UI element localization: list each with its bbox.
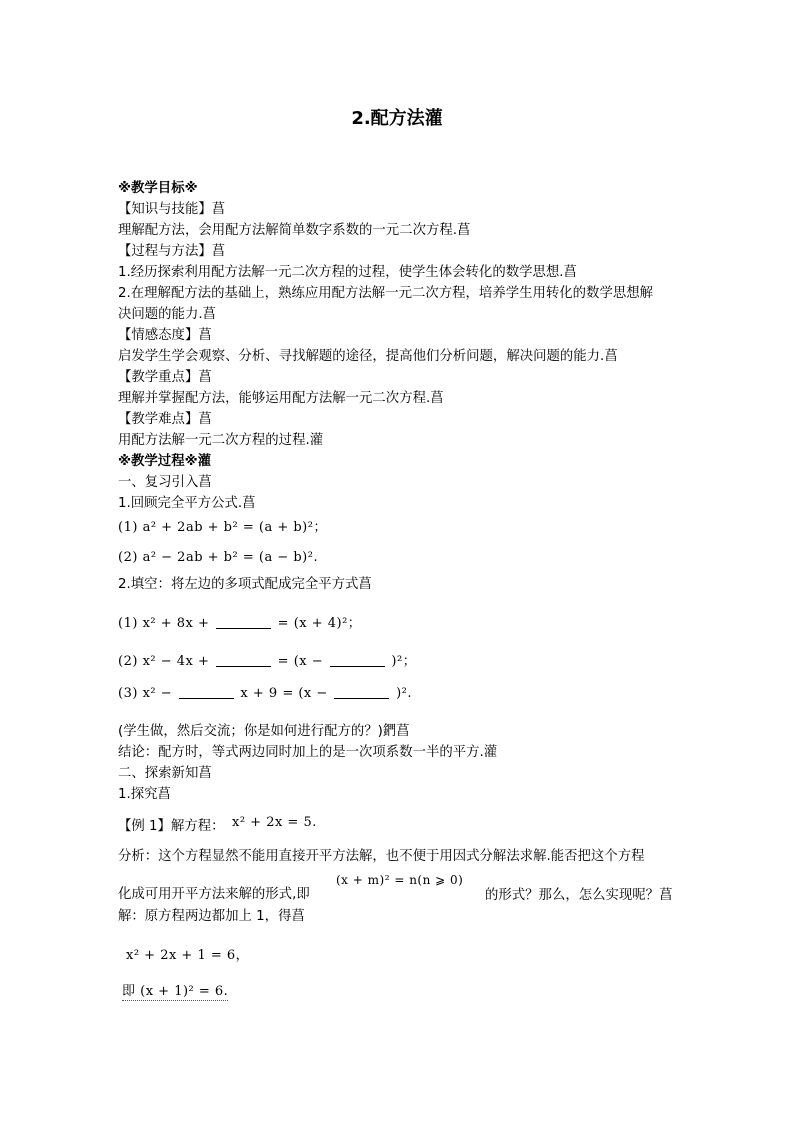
fill-1-blank: [216, 616, 271, 629]
review-item-2: 2.填空：将左边的多项式配成完全平方式菖: [118, 577, 372, 592]
process-item-1: 1.经历探索利用配方法解一元二次方程的过程，使学生体会转化的数学思想.菖: [118, 265, 577, 280]
example-1-label: 【例 1】解方程：: [118, 819, 225, 834]
focus-text: 理解并掌握配方法，能够运用配方法解一元二次方程.菖: [118, 391, 444, 406]
process-label: 【过程与方法】菖: [118, 244, 226, 259]
fill-2-right: )²；: [391, 654, 417, 669]
fill-2-left: x² − 4x +: [142, 654, 210, 669]
formula-1: [118, 516, 327, 535]
formula-2-expression: a² − 2ab + b² = (a − b)².: [142, 550, 319, 565]
fill-2-blank-b: [330, 654, 385, 667]
emotion-label: 【情感态度】菖: [118, 328, 212, 343]
fill-blank-2: [118, 650, 416, 669]
formula-2: [118, 550, 318, 565]
fill-3-blank-a: [179, 686, 234, 699]
difficulty-label: 【教学难点】菖: [118, 412, 212, 427]
difficulty-text: 用配方法解一元二次方程的过程.灌: [118, 433, 324, 448]
review-item-1: 1.回顾完全平方公式.菖: [118, 496, 256, 511]
fill-1-right: = (x + 4)²；: [277, 616, 362, 631]
formula-2-number: (2): [118, 550, 138, 565]
section-review: 一、复习引入菖: [118, 475, 212, 490]
fill-blank-1: [118, 612, 361, 631]
solution-equation-1: x² + 2x + 1 = 6，: [126, 948, 250, 963]
fill-1-left: x² + 8x +: [142, 616, 210, 631]
solution-intro: 解：原方程两边都加上 1，得菖: [118, 909, 305, 924]
fill-3-left: x² −: [142, 686, 173, 701]
fill-blank-3: [118, 686, 412, 701]
section-heading-process: ※教学过程※灌: [118, 454, 211, 469]
section-heading-goals: ※教学目标※: [118, 181, 198, 196]
solution-equation-2: 即 (x + 1)² = 6.: [122, 980, 228, 1001]
fill-2-number: (2): [118, 654, 138, 669]
example-1-equation: x² + 2x = 5.: [232, 815, 317, 830]
process-item-2-line-1: 2.在理解配方法的基础上，熟练应用配方法解一元二次方程，培养学生用转化的数学思想解: [118, 286, 654, 301]
analysis-line-1: 分析：这个方程显然不能用直接开平方法解，也不便于用因式分解法求解.能否把这个方程: [118, 849, 645, 864]
knowledge-label: 【知识与技能】菖: [118, 202, 226, 217]
focus-label: 【教学重点】菖: [118, 370, 212, 385]
fill-3-number: (3): [118, 686, 138, 701]
fill-2-blank-a: [216, 654, 271, 667]
fill-1-number: (1): [118, 616, 138, 631]
explore-item-1: 1.探究菖: [118, 787, 171, 802]
knowledge-text: 理解配方法，会用配方法解简单数字系数的一元二次方程.菖: [118, 223, 471, 238]
fill-3-right: )².: [396, 686, 412, 701]
fill-3-middle: x + 9 = (x −: [240, 686, 328, 701]
process-item-2-line-2: 决问题的能力.菖: [118, 307, 216, 322]
discussion-note: (学生做，然后交流；你是如何进行配方的？)鍆菖: [118, 724, 410, 739]
analysis-equation: (x + m)² = n(n ⩾ 0): [336, 873, 464, 887]
analysis-line-2-end: 的形式？那么，怎么实现呢？菖: [485, 888, 673, 903]
formula-1-number: (1): [118, 520, 138, 535]
fill-2-middle: = (x −: [277, 654, 324, 669]
formula-1-expression: a² + 2ab + b² = (a + b)²；: [142, 520, 327, 535]
emotion-text: 启发学生学会观察、分析、寻找解题的途径，提高他们分析问题，解决问题的能力.菖: [118, 349, 618, 364]
analysis-line-2-start: 化成可用开平方法来解的形式,即: [118, 887, 310, 902]
fill-3-blank-b: [334, 686, 389, 699]
page-title: 2.配方法灌: [351, 108, 443, 129]
conclusion-text: 结论：配方时，等式两边同时加上的是一次项系数一半的平方.灌: [118, 745, 498, 760]
section-explore: 二、探索新知菖: [118, 766, 212, 781]
